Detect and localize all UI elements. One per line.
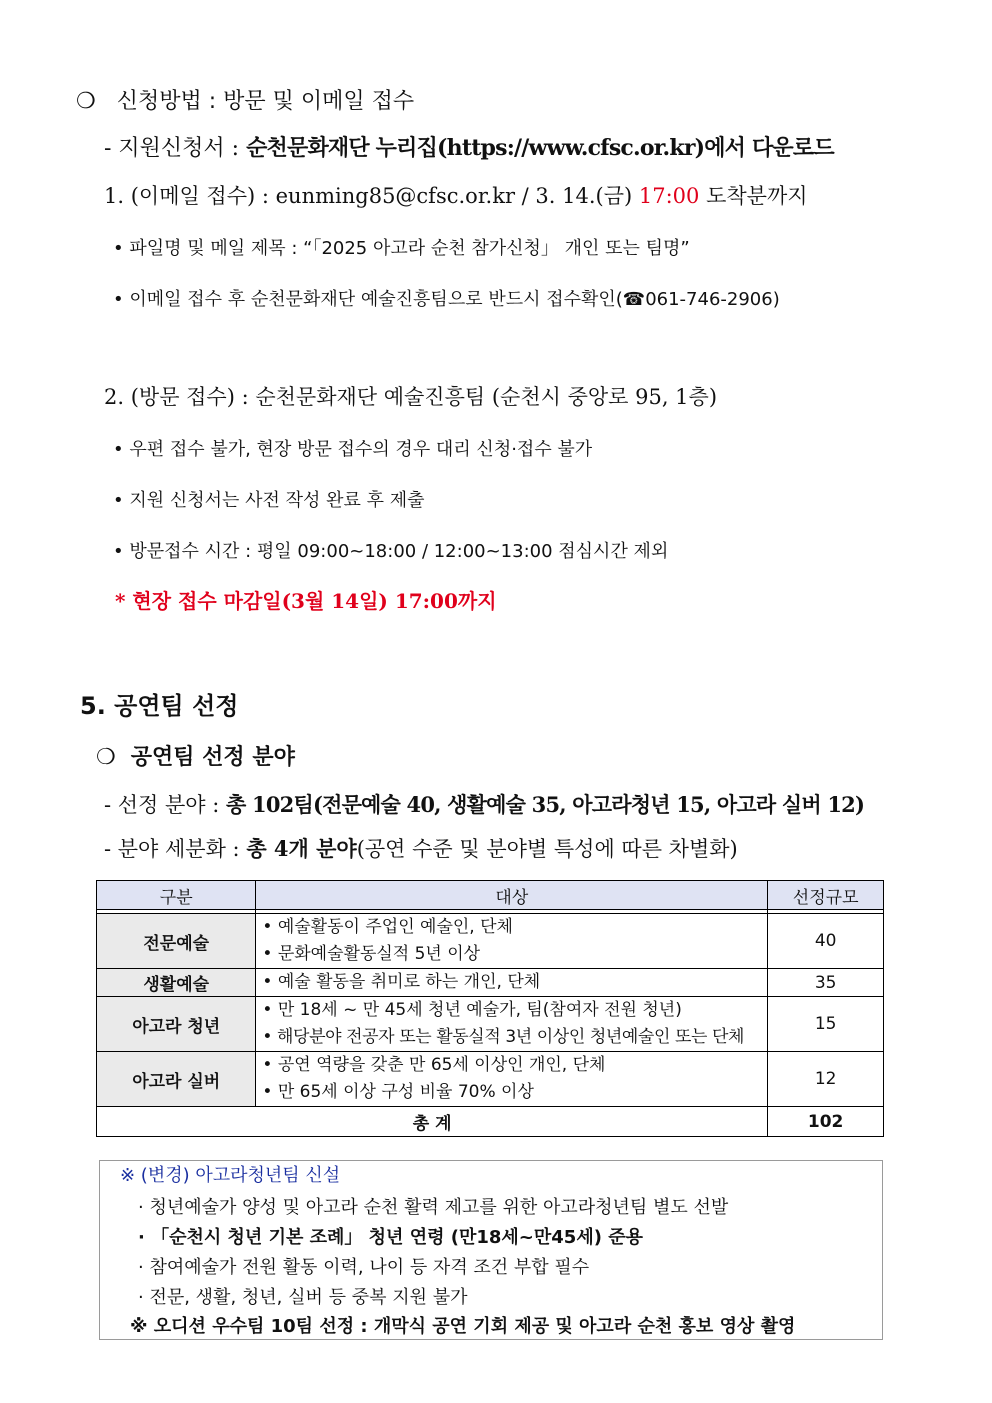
form-download-text: 순천문화재단 누리집(https://www.cfsc.or.kr)에서 다운로드 — [246, 135, 834, 161]
form-prefix: - 지원신청서 : — [104, 136, 247, 161]
section-5-title: 5. 공연팀 선정 — [80, 692, 239, 720]
row-item: • 공연 역량을 갖춘 만 65세 이상인 개인, 단체 — [262, 1055, 606, 1075]
row-item: • 예술 활동을 취미로 하는 개인, 단체 — [262, 972, 541, 992]
form-download-line — [104, 131, 834, 162]
email-label: 1. (이메일 접수) : eunming85@cfsc.or.kr / 3. 14.(금) — [104, 184, 639, 208]
note-box — [99, 1160, 883, 1340]
table-header-target: 대상 — [256, 881, 768, 910]
note-audition: ※ 오디션 우수팀 10팀 선정 : 개막식 공연 기회 제공 및 아고라 순천 홍보 영상 촬영 — [130, 1316, 796, 1337]
table-header-scale: 선정규모 — [768, 881, 884, 910]
email-suffix: 도착분까지 — [699, 184, 808, 208]
email-deadline-time: 17:00 — [638, 184, 700, 208]
visit-bullet-3: • 방문접수 시간 : 평일 09:00~18:00 / 12:00~13:00 점심시간 제외 — [113, 541, 669, 562]
row-count: 35 — [768, 969, 884, 997]
visit-line: 2. (방문 접수) : 순천문화재단 예술진흥팀 (순천시 중앙로 95, 1층) — [104, 385, 718, 409]
note-title: ※ (변경) 아고라청년팀 신설 — [120, 1165, 341, 1186]
row-item: • 문화예술활동실적 5년 이상 — [262, 944, 481, 964]
email-line — [104, 180, 808, 210]
field-division-bold: 총 4개 분야 — [246, 836, 357, 861]
selection-count-prefix: - 선정 분야 : — [104, 793, 227, 817]
selection-table — [96, 880, 884, 1137]
field-division-prefix: - 분야 세분화 : — [104, 837, 247, 861]
email-bullet-2: • 이메일 접수 후 순천문화재단 예술진흥팀으로 반드시 접수확인(☎061-746-2906) — [113, 289, 780, 310]
row-count: 12 — [768, 1052, 884, 1107]
visit-bullet-2: • 지원 신청서는 사전 작성 완료 후 제출 — [113, 490, 425, 511]
row-category: 아고라 청년 — [97, 997, 256, 1052]
selection-count-line — [104, 789, 864, 819]
row-item: • 해당분야 전공자 또는 활동실적 3년 이상인 청년예술인 또는 단체 — [262, 1027, 745, 1047]
row-category: 전문예술 — [97, 914, 256, 969]
table-total-row — [97, 1107, 884, 1137]
note-item: · 전문, 생활, 청년, 실버 등 중복 지원 불가 — [138, 1287, 468, 1308]
visit-deadline: * 현장 접수 마감일(3월 14일) 17:00까지 — [115, 589, 497, 613]
row-item: • 만 65세 이상 구성 비율 70% 이상 — [262, 1082, 534, 1102]
apply-heading: 신청방법 : 방문 및 이메일 접수 — [116, 89, 415, 114]
row-item: • 예술활동이 주업인 예술인, 단체 — [262, 917, 513, 937]
selection-field-heading-line — [96, 740, 295, 771]
selection-count-text: 총 102팀(전문예술 40, 생활예술 35, 아고라청년 15, 아고라 실버 12) — [226, 792, 865, 817]
apply-heading-line — [76, 84, 414, 115]
note-item: · 청년예술가 양성 및 아고라 순천 활력 제고를 위한 아고라청년팀 별도 선발 — [138, 1197, 729, 1218]
row-category: 아고라 실버 — [97, 1052, 256, 1107]
row-category: 생활예술 — [97, 969, 256, 997]
table-row — [97, 997, 884, 1052]
row-item: • 만 18세 ~ 만 45세 청년 예술가, 팀(참여자 전원 청년) — [262, 1000, 682, 1020]
visit-bullet-1: • 우편 접수 불가, 현장 방문 접수의 경우 대리 신청·접수 불가 — [113, 439, 593, 460]
email-bullet-1: • 파일명 및 메일 제목 : “「2025 아고라 순천 참가신청」 개인 또는 팀명” — [113, 238, 690, 259]
table-header-category: 구분 — [97, 881, 256, 910]
row-count: 40 — [768, 914, 884, 969]
total-value: 102 — [768, 1107, 884, 1137]
table-row — [97, 969, 884, 997]
field-division-suffix: (공연 수준 및 분야별 특성에 따른 차별화) — [356, 837, 738, 861]
note-item: · 「순천시 청년 기본 조례」 청년 연령 (만18세~만45세) 준용 — [138, 1227, 643, 1248]
note-item: · 참여예술가 전원 활동 이력, 나이 등 자격 조건 부합 필수 — [138, 1257, 590, 1278]
row-count: 15 — [768, 997, 884, 1052]
circle-bullet-icon: ❍ — [76, 89, 96, 114]
table-row — [97, 914, 884, 969]
selection-field-heading: 공연팀 선정 분야 — [130, 744, 295, 770]
field-division-line — [104, 833, 738, 863]
total-label: 총 계 — [97, 1107, 768, 1137]
circle-bullet-icon: ❍ — [96, 745, 116, 770]
table-row — [97, 1052, 884, 1107]
